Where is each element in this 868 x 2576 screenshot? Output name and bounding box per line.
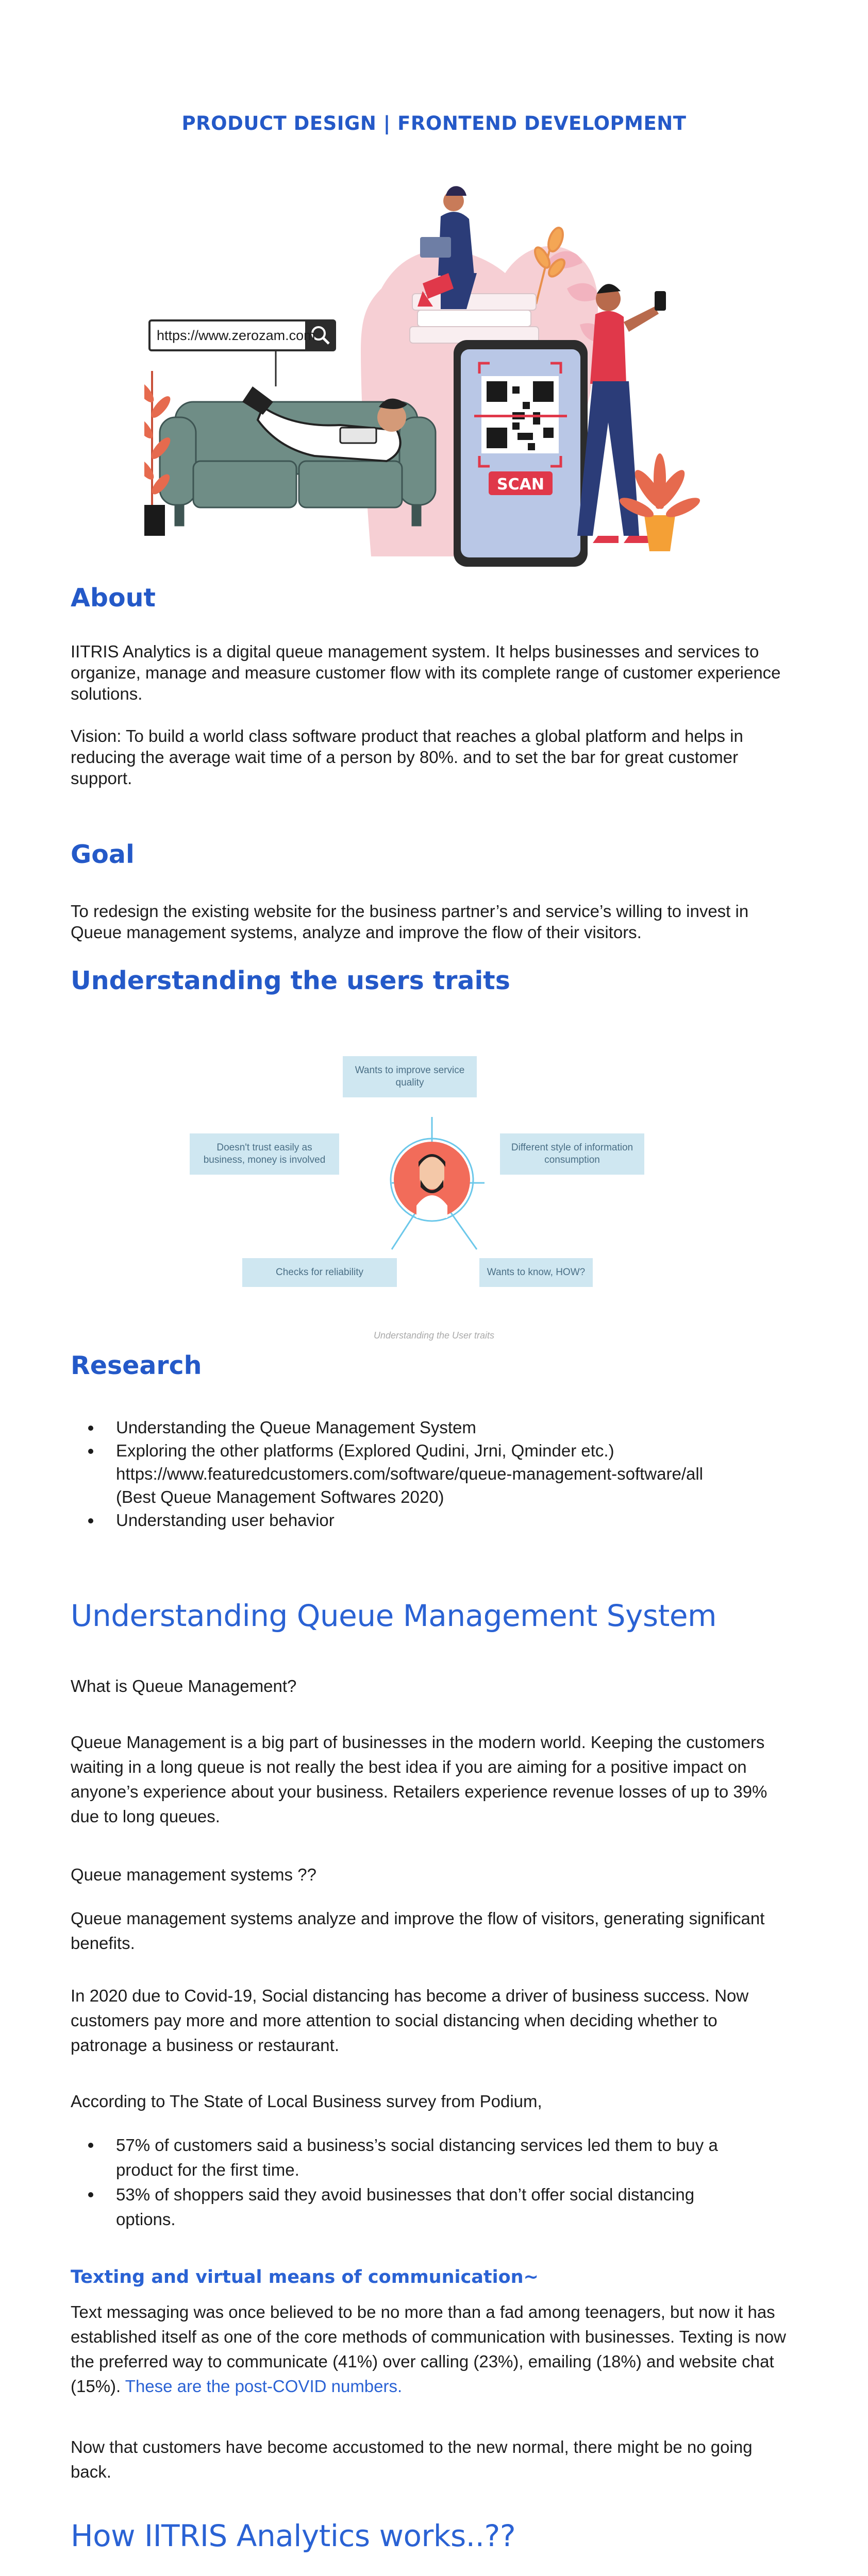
user-traits-diagram	[175, 1056, 691, 1350]
woman-on-books	[418, 186, 477, 309]
traits-connectors	[175, 1056, 691, 1350]
research-heading: Research	[71, 1351, 202, 1380]
qms-paragraph-3: In 2020 due to Covid-19, Social distancing has become a driver of business success. Now customers pay more and more attention to social distancing when deciding whether to patronage a business or restaurant.	[71, 1986, 749, 2055]
qms-paragraph-1: Queue Management is a big part of businesses in the modern world. Keeping the customers waiting in a long queue is not really the best idea if you are aiming for a positive impact on anyone’s experience about your business. Retailers experience revenue losses of up to 39% due to long queues.	[71, 1733, 767, 1826]
persona-face-icon	[416, 1154, 447, 1218]
post-covid-note: These are the post-COVID numbers.	[125, 2377, 403, 2396]
about-paragraph-2: Vision: To build a world class software product that reaches a global platform and helps in reducing the average wait time of a person by 80%. and to set the bar for great customer support.	[71, 726, 743, 788]
research-item: Understanding user behavior	[71, 1509, 803, 1532]
qms-heading: Understanding Queue Management System	[71, 1598, 717, 1633]
qms-stats-list	[71, 2133, 741, 2232]
qms-paragraph-2: Queue management systems analyze and improve the flow of visitors, generating significant benefits.	[71, 1909, 765, 1953]
research-link[interactable]: https://www.featuredcustomers.com/software/queue-management-software/all	[116, 1464, 704, 1483]
works-heading: How IITRIS Analytics works..??	[71, 2518, 516, 2553]
research-note: (Best Queue Management Softwares 2020)	[116, 1487, 444, 1506]
qms-question-2: Queue management systems ??	[71, 1865, 316, 1884]
about-heading: About	[71, 583, 156, 613]
qms-question-1: What is Queue Management?	[71, 1676, 297, 1696]
trait-improve-service: Wants to improve service quality	[343, 1056, 477, 1097]
traits-heading: Understanding the users traits	[71, 966, 510, 995]
goal-heading: Goal	[71, 840, 135, 869]
trait-information-style: Different style of information consumption	[500, 1133, 644, 1175]
goal-paragraph: To redesign the existing website for the business partner’s and service’s willing to invest in Queue management systems, analyze and improve the flow of their visitors.	[71, 902, 749, 942]
scan-label: SCAN	[497, 476, 544, 494]
project-tagline: PRODUCT DESIGN | FRONTEND DEVELOPMENT	[181, 112, 687, 134]
about-paragraph-1: IITRIS Analytics is a digital queue management system. It helps businesses and services to organize, manage and measure customer flow with its complete range of customer experience solutions.	[71, 642, 781, 703]
qms-paragraph-6: Now that customers have become accustomed to the new normal, there might be no going back.	[71, 2437, 753, 2481]
texting-subheading: Texting and virtual means of communication~	[71, 2267, 539, 2287]
stat-item: 57% of customers said a business’s social distancing services led them to buy a product for the first time.	[71, 2133, 741, 2182]
research-list	[71, 1416, 803, 1532]
hero-illustration	[144, 185, 732, 567]
research-item: Understanding the Queue Management System	[71, 1416, 803, 1439]
texting-text: Text messaging was once believed to be no more than a fad among teenagers, but now it has established itself as one of the core methods of communication with businesses. Texting is now the preferred way to communicate (41%) over calling (23%), emailing (18%) and website chat (15%).	[71, 2302, 786, 2396]
texting-paragraph	[71, 2300, 792, 2399]
trait-trust: Doesn't trust easily as business, money is involved	[190, 1133, 339, 1175]
trait-reliability: Checks for reliability	[242, 1258, 397, 1287]
qr-phone	[454, 340, 588, 567]
research-item: Exploring the other platforms (Explored Qudini, Jrni, Qminder etc.)	[71, 1439, 803, 1462]
url-text: https://www.zerozam.com	[157, 328, 315, 343]
trait-how: Wants to know, HOW?	[479, 1258, 593, 1287]
qms-paragraph-4: According to The State of Local Business survey from Podium,	[71, 2092, 542, 2111]
stat-item: 53% of shoppers said they avoid businesses that don’t offer social distancing options.	[71, 2182, 741, 2232]
traits-caption: Understanding the User traits	[373, 1330, 495, 1341]
